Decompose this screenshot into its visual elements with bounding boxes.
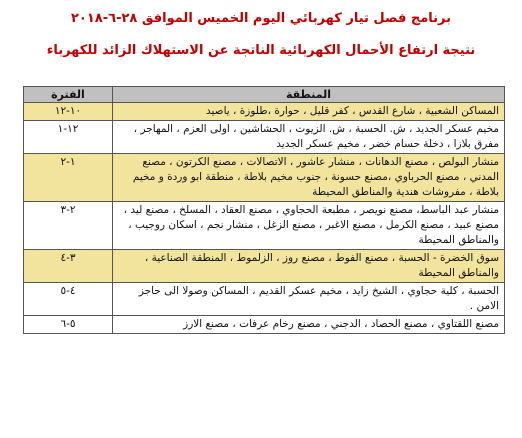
- table-row: [24, 103, 505, 121]
- period-cell: ١٢-١: [24, 121, 113, 154]
- page-subtitle: نتيجة ارتفاع الأحمال الكهربائية الناتجة عن الاستهلاك الزائد للكهرباء: [46, 43, 476, 58]
- area-cell: المساكن الشعبية ، شارع القدس ، كفر قليل ، حوارة ،طلوزة ، ياصيد: [113, 103, 505, 121]
- table-row: [24, 316, 505, 334]
- period-cell: ٥-٦: [24, 316, 113, 334]
- area-cell: منشار عبد الباسط، مصنع نويصر ، مطبعة الحجاوي ، مصنع العقاد ، المسلخ ، مصنع ليد ، مصنع عبيد ، مصنع الكرمل ، مصنع الاغبر ، مصنع الزغل ، منشار نجم ، اسكان روجيب ، والمناطق المحيطة: [113, 202, 505, 250]
- table-row: [24, 202, 505, 250]
- period-cell: ٢-٣: [24, 202, 113, 250]
- period-cell: ١٠-١٢: [24, 103, 113, 121]
- area-cell: منشار البولص ، مصنع الدهانات ، منشار عاشور ، الاتصالات ، مصنع الكرتون ، مصنع المدني ، مصنع الحرباوي ،مصنع حسونة ، جنوب مخيم بلاطة ، منطقة ابو وردة و مخيم بلاطة ، مفروشات هندية والمناطق المحيطة: [113, 154, 505, 202]
- table-header-row: [24, 87, 505, 103]
- table-row: [24, 121, 505, 154]
- schedule-table: [23, 86, 505, 334]
- table-row: [24, 250, 505, 283]
- column-header-period: الفترة: [24, 87, 113, 103]
- area-cell: الحسبة ، كلية حجاوي ، الشيخ زايد ، مخيم عسكر القديم ، المساكن وصولا الى حاجز الامن .: [113, 283, 505, 316]
- table-row: [24, 154, 505, 202]
- period-cell: ٤-٥: [24, 283, 113, 316]
- area-cell: مصنع اللقتاوي ، مصنع الحصاد ، الدجني ، مصنع رخام عرفات ، مصنع الارز: [113, 316, 505, 334]
- column-header-area: المنطقة: [113, 87, 505, 103]
- period-cell: ٣-٤: [24, 250, 113, 283]
- period-cell: ١-٢: [24, 154, 113, 202]
- page-title: برنامج فصل تيار كهربائي اليوم الخميس الموافق ٢٨-٦-٢٠١٨: [70, 11, 452, 26]
- area-cell: مخيم عسكر الجديد ، ش. الحسبة ، ش. الزيوت ، الحشاشين ، اولى العزم ، المهاجر ، مفرق بلازا ، دخلة حسام خضر ، مخيم عسكر الجديد: [113, 121, 505, 154]
- table-row: [24, 283, 505, 316]
- area-cell: سوق الخضرة - الحسبة ، مصنع الفوط ، مصنع روز ، الزلموط ، المنطقة الصناعية ، والمناطق المحيطة: [113, 250, 505, 283]
